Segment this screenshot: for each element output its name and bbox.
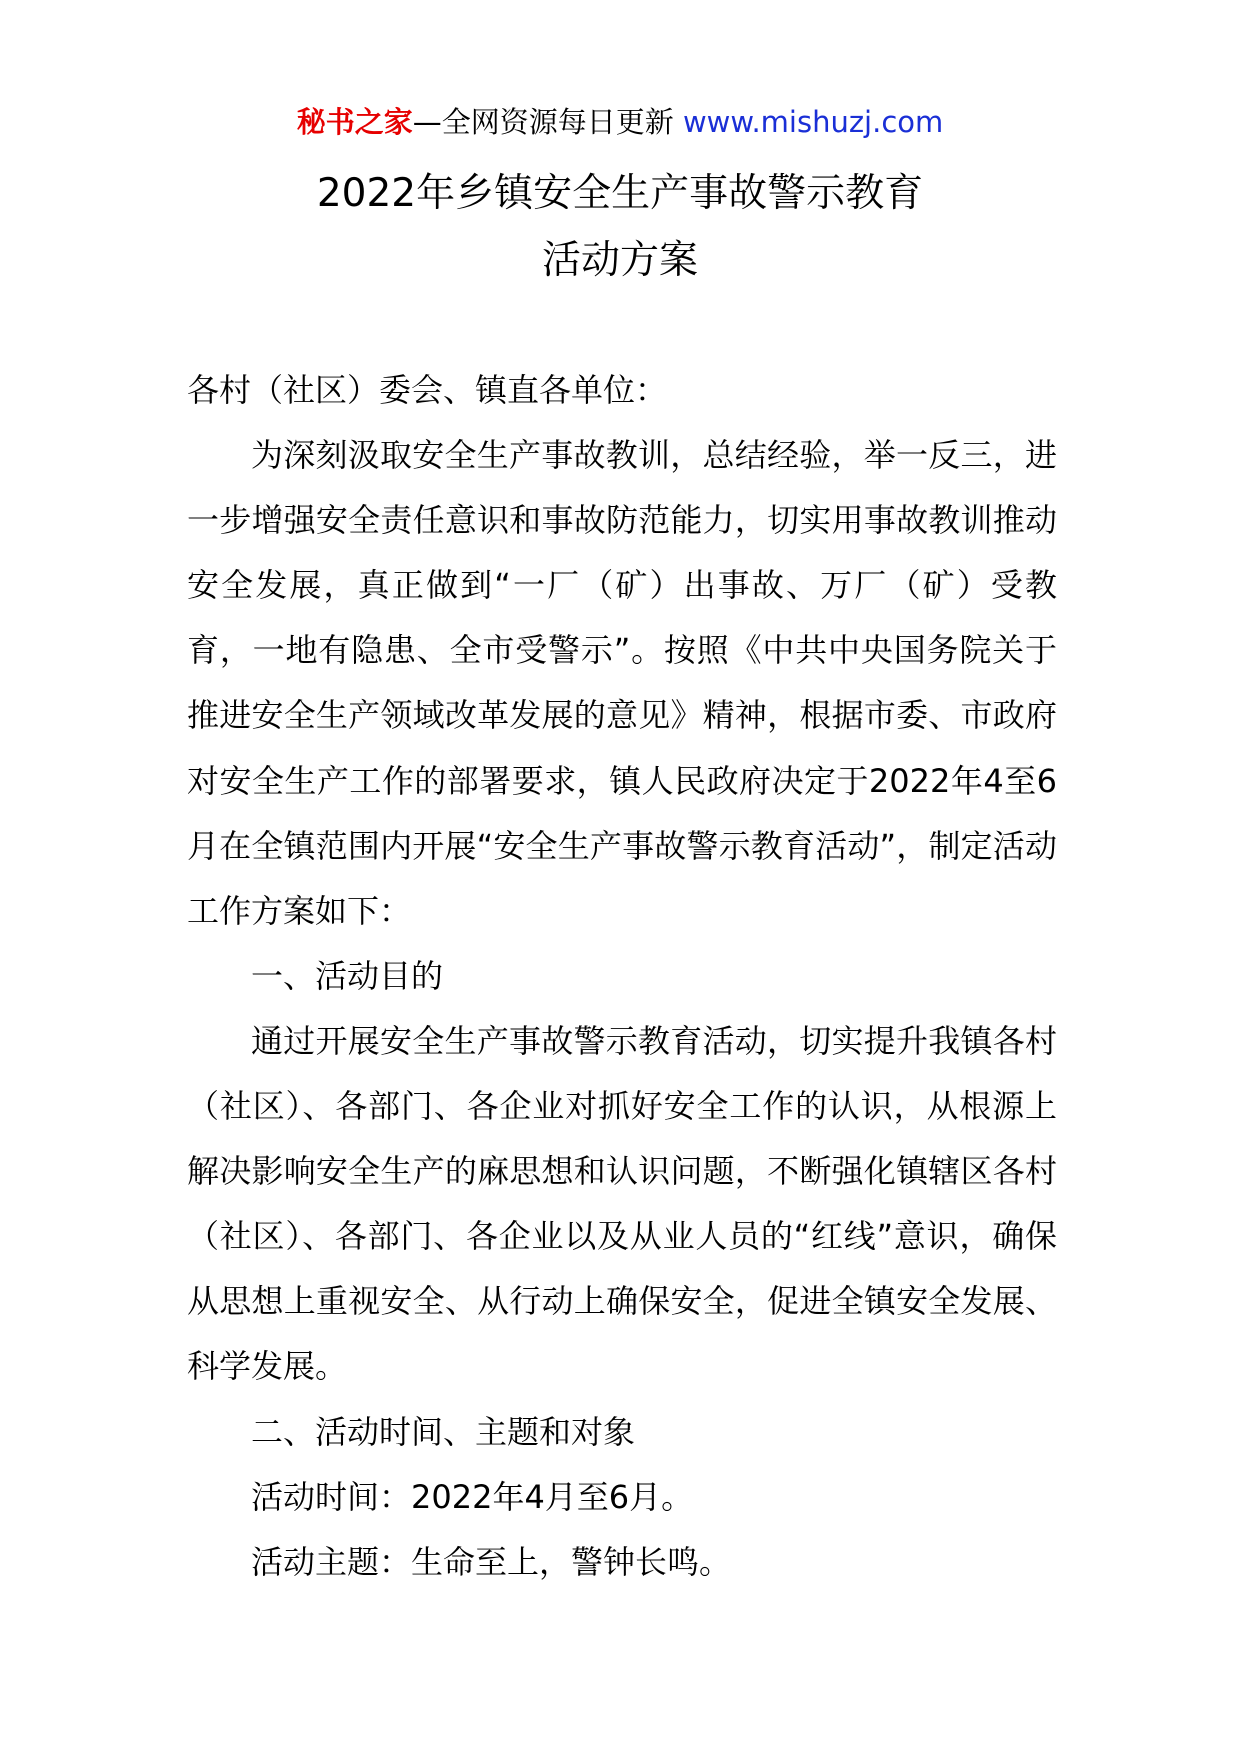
intro-paragraph: 为深刻汲取安全生产事故教训，总结经验，举一反三，进一步增强安全责任意识和事故防范能力，切实用事故教训推动安全发展，真正做到“一厂（矿）出事故、万厂（矿）受教育，一地有隐患、全市受警示”。按照《中共中央国务院关于推进安全生产领域改革发展的意见》精神，根据市委、市政府对安全生产工作的部署要求，镇人民政府决定于2022年4至6月在全镇范围内开展“安全生产事故警示教育活动”，制定活动工作方案如下：	[187, 436, 1057, 930]
document-title-line-2: 活动方案	[541, 238, 698, 283]
document-title-line-1: 2022年乡镇安全生产事故警示教育	[316, 171, 924, 216]
activity-time: 活动时间：2022年4月至6月。	[251, 1477, 694, 1516]
header-url-link[interactable]: www.mishuzj.com	[682, 105, 944, 139]
site-header	[0, 100, 1240, 144]
salutation: 各村（社区）委会、镇直各单位：	[187, 371, 668, 409]
section-2-heading: 二、活动时间、主题和对象	[251, 1412, 636, 1451]
activity-theme: 活动主题：生命至上，警钟长鸣。	[251, 1542, 732, 1581]
section-1-paragraph: 通过开展安全生产事故警示教育活动，切实提升我镇各村（社区）、各部门、各企业对抓好安全工作的认识，从根源上解决影响安全生产的麻思想和认识问题，不断强化镇辖区各村（社区）、各部门、各企业以及从业人员的“红线”意识，确保从思想上重视安全、从行动上确保安全，促进全镇安全发展、科学发展。	[187, 1021, 1057, 1386]
header-slogan: —全网资源每日更新	[412, 105, 674, 139]
document-body	[187, 358, 1057, 1595]
header-brand: 秘书之家	[296, 105, 413, 139]
section-1-heading: 一、活动目的	[251, 956, 444, 995]
